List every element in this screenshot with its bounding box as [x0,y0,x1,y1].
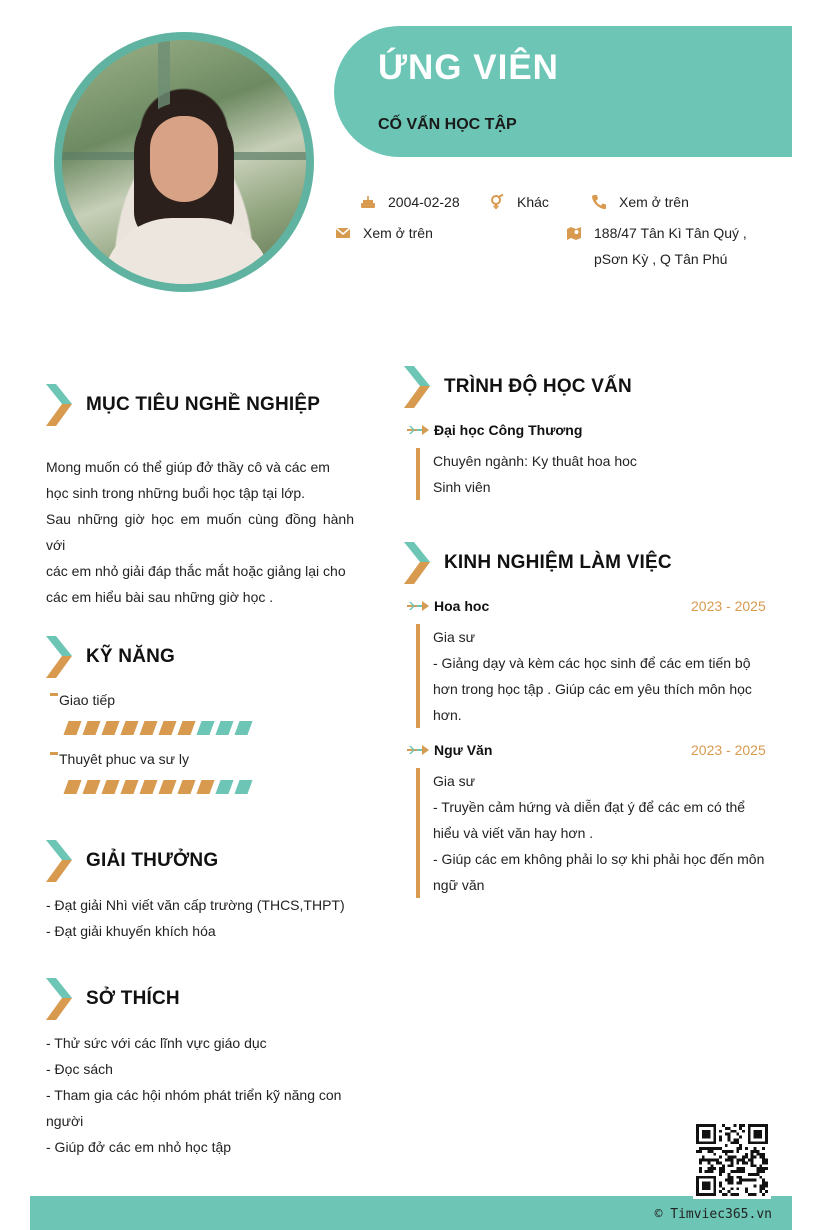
skill-name: Thuyêt phuc va sư ly [50,751,189,767]
hobby-line: người [46,1113,84,1129]
address-line-2: pSơn Kỳ , Q Tân Phú [594,251,728,267]
skill-segment [177,721,195,735]
award-line: - Đạt giải Nhì viết văn cấp trường (THCS,THPT) [46,897,345,913]
name-banner [334,26,792,157]
experience-title: KINH NGHIỆM LÀM VIỆC [444,552,672,573]
job-position: CỐ VẤN HỌC TẬP [378,116,517,133]
arrow-icon [407,425,429,435]
cake-icon [360,194,376,210]
skill-segment [139,780,157,794]
education-title: TRÌNH ĐỘ HỌC VẤN [444,376,632,397]
phone-icon [591,194,607,210]
skills-title: KỸ NĂNG [86,646,176,667]
skill-segment [63,780,81,794]
objective-line: học sinh trong những buổi học tập tại lớp. [46,485,306,501]
skill-segment [215,721,233,735]
email-field [335,220,433,246]
skill-segment [196,780,214,794]
objective-line: các em nhỏ giải đáp thắc mắt hoặc giảng lại cho [46,563,346,579]
experience-company: Hoa hoc [407,598,489,614]
avatar [62,40,306,284]
education-line: Sinh viên [433,479,491,495]
hobbies-title: SỞ THÍCH [86,988,180,1009]
experience-line: - Giúp các em không phải lo sợ khi phải học đến môn [433,851,765,867]
address-field [566,220,747,272]
skill-segment [139,721,157,735]
experience-heading [404,542,672,584]
skill-segment [82,780,100,794]
objective-line: Sau những giờ học em muốn cùng đồng hành với [46,511,354,553]
gender-value: Khác [517,194,549,210]
skill-segment [63,721,81,735]
education-line: Chuyên ngành: Ky thuât hoa hoc [433,453,637,469]
school-name: Đại học Công Thương [407,422,582,438]
skill-segment [158,721,176,735]
objective-text [46,454,354,610]
gender-icon [489,194,505,210]
hobbies-heading [46,978,180,1020]
phone-value[interactable]: Xem ở trên [619,194,689,210]
awards-title: GIẢI THƯỞNG [86,850,219,871]
awards-text [46,892,354,944]
skill-segment [234,721,252,735]
objective-title: MỤC TIÊU NGHỀ NGHIỆP [86,394,321,415]
experience-line: hơn. [433,707,462,723]
skill-segment [158,780,176,794]
experience-detail [416,624,771,728]
experience-period: 2023 - 2025 [691,742,766,758]
experience-line: ngữ văn [433,877,485,893]
skill-segment [101,721,119,735]
map-icon [566,225,582,241]
chevron-icon [46,840,76,882]
hobby-line: - Giúp đở các em nhỏ học tập [46,1139,232,1155]
chevron-icon [46,636,76,678]
objective-line: Mong muốn có thể giúp đở thầy cô và các em [46,459,330,475]
hobby-line: - Thử sức với các lĩnh vực giáo dục [46,1035,267,1051]
objective-heading [46,384,320,426]
candidate-name: ỨNG VIÊN [378,48,559,87]
chevron-icon [404,542,434,584]
skill-segment [177,780,195,794]
education-detail [416,448,771,500]
email-value[interactable]: Xem ở trên [363,225,433,241]
qr-code-icon[interactable] [693,1121,771,1199]
experience-line: Gia sư [433,629,476,645]
skill-segment [234,780,252,794]
footer-copyright[interactable]: © Timviec365.vn [654,1207,772,1222]
birthday-field [360,189,460,215]
award-line: - Đạt giải khuyến khích hóa [46,923,216,939]
skills-heading [46,636,175,678]
skill-segment [215,780,233,794]
skill-name: Giao tiếp [50,692,115,708]
skill-segment [196,721,214,735]
birthday-value: 2004-02-28 [388,194,460,210]
objective-line: các em hiểu bài sau những giờ học . [46,589,274,605]
experience-line: hơn trong học tập . Giúp các em yêu thích môn học [433,681,752,697]
hobbies-text [46,1030,354,1160]
experience-line: - Giảng dạy và kèm các học sinh để các em tiến bộ [433,655,751,671]
experience-period: 2023 - 2025 [691,598,766,614]
skill-level-bar [66,780,250,794]
gender-field [489,189,549,215]
hobby-line: - Tham gia các hội nhóm phát triển kỹ năng con [46,1087,342,1103]
address-line-1: 188/47 Tân Kì Tân Quý , [594,225,747,241]
mail-icon [335,225,351,241]
skill-level-bar [66,721,250,735]
arrow-icon [407,601,429,611]
chevron-icon [46,384,76,426]
skill-segment [120,721,138,735]
arrow-icon [407,745,429,755]
experience-company: Ngư Văn [407,742,492,758]
hobby-line: - Đọc sách [46,1061,113,1077]
experience-line: Gia sư [433,773,476,789]
skill-segment [82,721,100,735]
awards-heading [46,840,218,882]
education-heading [404,366,632,408]
avatar-frame [54,32,314,292]
experience-detail [416,768,771,898]
skill-segment [120,780,138,794]
skill-segment [101,780,119,794]
chevron-icon [46,978,76,1020]
chevron-icon [404,366,434,408]
experience-line: - Truyền cảm hứng và diễn đạt ý để các em có thể [433,799,746,815]
experience-line: hiểu và viết văn hay hơn . [433,825,594,841]
phone-field [591,189,689,215]
